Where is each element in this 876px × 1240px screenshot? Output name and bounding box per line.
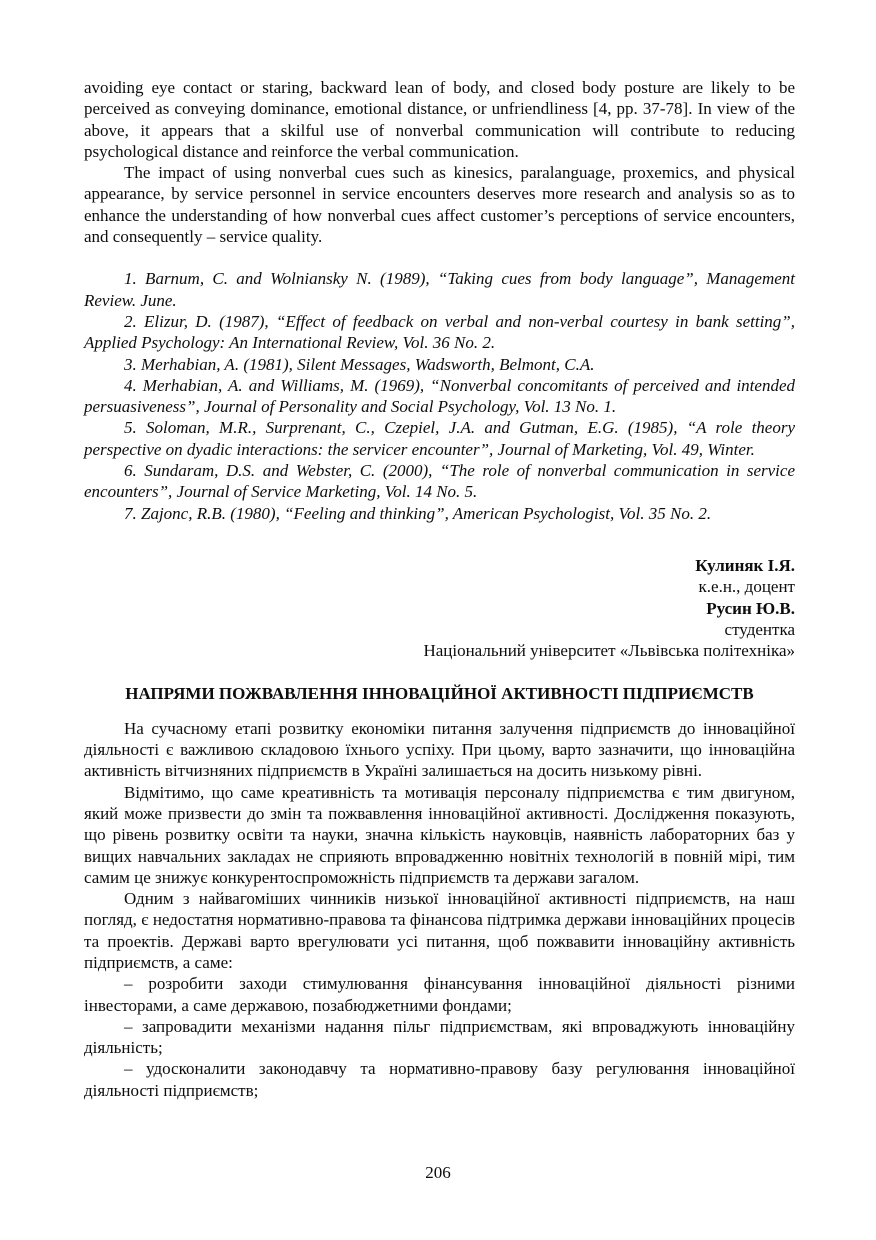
references-list bbox=[84, 268, 795, 524]
article-title: НАПРЯМИ ПОЖВАВЛЕННЯ ІННОВАЦІЙНОЇ АКТИВНОСТІ ПІДПРИЄМСТВ bbox=[125, 684, 754, 704]
list-item-paragraph: – запровадити механізми надання пільг підприємствам, які впроваджують інноваційну діяльність; bbox=[84, 1016, 795, 1058]
article-body bbox=[84, 718, 795, 1101]
page-number: 206 bbox=[425, 1163, 451, 1182]
author-name: Русин Ю.В. bbox=[706, 598, 795, 618]
author-role: к.е.н., доцент bbox=[698, 577, 795, 597]
reference-item: 6. Sundaram, D.S. and Webster, C. (2000), “The role of nonverbal communication in service encounters”, Journal of Service Marketing, Vol. 14 No. 5. bbox=[84, 461, 795, 502]
body-paragraph: Одним з найвагоміших чинників низької інноваційної активності підприємств, на наш погляд, є недостатня нормативно-правова та фінансова підтримка держави інноваційних процесів та проектів. Державі варто врегулювати усі питання, щоб пожвавити інноваційну активність підприємств, а саме: bbox=[84, 889, 795, 972]
author-block bbox=[84, 555, 795, 661]
body-paragraph: Відмітимо, що саме креативність та мотивація персоналу підприємства є тим двигуном, який може призвести до змін та пожвавлення інноваційної активності. Дослідження показують, що рівень розвитку освіти та науки, значна кількість науковців, наявність лабораторних баз у вищих навчальних закладах не сприяють впровадженню новітніх технологій в повній мірі, тим самим це знижує конкурентоспроможність підприємств та держави загалом. bbox=[84, 782, 795, 887]
reference-item: 7. Zajonc, R.B. (1980), “Feeling and thinking”, American Psychologist, Vol. 35 No. 2. bbox=[124, 503, 712, 523]
author-name: Кулиняк І.Я. bbox=[695, 555, 795, 575]
list-item-paragraph: – розробити заходи стимулювання фінансування інноваційної діяльності різними інвесторами, а саме державою, позабюджетними фондами; bbox=[84, 974, 795, 1015]
author-role: студентка bbox=[724, 619, 795, 639]
reference-item: 4. Merhabian, A. and Williams, M. (1969), “Nonverbal concomitants of perceived and intended persuasiveness”, Journal of Personality and Social Psychology, Vol. 13 No. 1. bbox=[84, 375, 795, 417]
reference-item: 2. Elizur, D. (1987), “Effect of feedback on verbal and non-verbal courtesy in bank setting”, Applied Psychology: An International Review, Vol. 36 No. 2. bbox=[84, 311, 795, 353]
reference-item: 5. Soloman, M.R., Surprenant, C., Czepiel, J.A. and Gutman, E.G. (1985), “A role theory perspective on dyadic interactions: the servicer encounter”, Journal of Marketing, Vol. 49, Winter. bbox=[84, 418, 795, 459]
list-item-paragraph: – удосконалити законодавчу та нормативно-правову базу регулювання інноваційної діяльності підприємств; bbox=[84, 1059, 795, 1100]
english-paragraph: avoiding eye contact or staring, backward lean of body, and closed body posture are likely to be perceived as conveying dominance, emotional distance, or unfriendliness [4, pp. 37-78]. In view of the above, it appears that a skilful use of nonverbal communication will contribute to reducing psychological distance and reinforce the verbal communication. bbox=[84, 78, 795, 161]
english-paragraph: The impact of using nonverbal cues such as kinesics, paralanguage, proxemics, and physical appearance, by service personnel in service encounters deserves more research and analysis so as to enhance the understanding of how nonverbal cues affect customer’s perceptions of service encounters, and consequently – service quality. bbox=[84, 163, 795, 247]
author-affiliation: Національний університет «Львівська політехніка» bbox=[423, 641, 795, 661]
reference-item: 3. Merhabian, A. (1981), Silent Messages, Wadsworth, Belmont, C.A. bbox=[124, 354, 595, 374]
body-paragraph: На сучасному етапі розвитку економіки питання залучення підприємств до інноваційної діяльності є важливою складовою їхнього успіху. При цьому, варто зазначити, що інноваційна активність вітчизняних підприємств в Україні залишається на досить низькому рівні. bbox=[84, 718, 795, 781]
english-section bbox=[84, 77, 795, 247]
reference-item: 1. Barnum, C. and Wolniansky N. (1989), “Taking cues from body language”, Management Review. June. bbox=[84, 269, 795, 310]
